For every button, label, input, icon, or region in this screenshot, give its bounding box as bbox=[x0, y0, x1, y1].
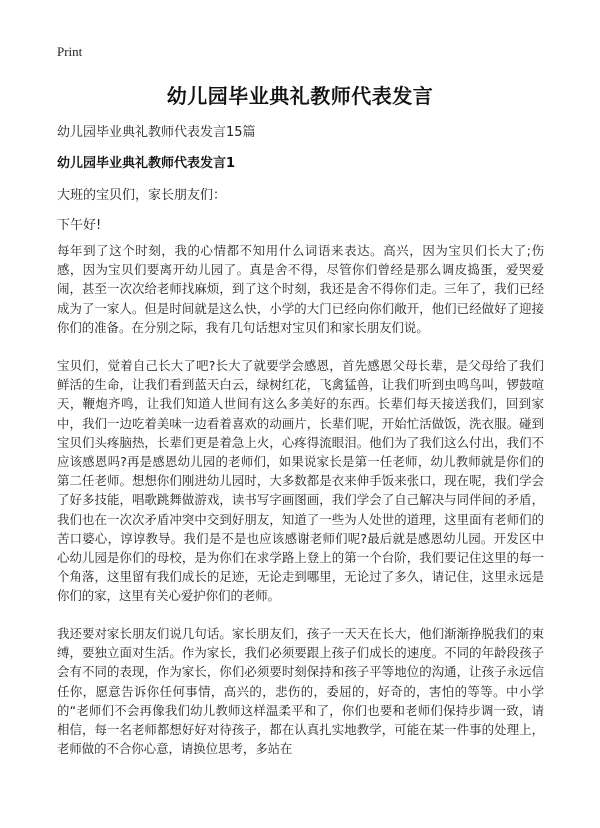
page-title: 幼儿园毕业典礼教师代表发言 bbox=[166, 84, 434, 108]
body-paragraph: 每年到了这个时刻，我的心情都不知用什么词语来表达。高兴，因为宝贝们长大了;伤感，因为宝贝们要离开幼儿园了。真是舍不得，尽管你们曾经是那么调皮捣蛋，爱哭爱闹，甚至一次次给老师找麻烦，到了这个时刻，我还是舍不得你们走。三年了，我们已经成为了一家人。但是时间就是这么快，小学的大门已经向你们敞开，他们已经做好了迎接你们的准备。在分别之际，我有几句话想对宝贝们和家长朋友们说。 bbox=[57, 243, 544, 335]
greeting-line: 下午好! bbox=[57, 218, 102, 233]
body-paragraph: 宝贝们，觉着自己长大了吧?长大了就要学会感恩，首先感恩父母长辈，是父母给了我们鲜活的生命，让我们看到蓝天白云，绿树红花，飞禽猛兽，让我们听到虫鸣鸟叫，锣鼓喧天，鞭炮齐鸣，让我们知道人世间有这么多美好的东西。长辈们每天接送我们，回到家中，我们一边吃着美味一边看着喜欢的动画片，长辈们呢，开始忙活做饭，洗衣服。碰到宝贝们头疼脑热，长辈们更是着急上火，心疼得流眼泪。他们为了我们这么付出，我们不应该感恩吗?再是感恩幼儿园的老师们，如果说家长是第一任老师，幼儿教师就是你们的第二任老师。想想你们刚进幼儿园时，大多数都是衣来伸手饭来张口，现在呢，我们学会了好多技能，唱歌跳舞做游戏，读书写字画图画，我们学会了自己解决与同伴间的矛盾，我们也在一次次矛盾冲突中交到好朋友，知道了一些为人处世的道理，这里面有老师们的苦口婆心，谆谆教导。我们是不是也应该感谢老师们呢?最后就是感恩幼儿园。开发区中心幼儿园是你们的母校，是为你们在求学路上登上的第一个台阶，我们要记住这里的每一个角落，这里留有我们成长的足迹，无论走到哪里，无论过了多久，请记住，这里永远是你们的家，这里有关心爱护你们的老师。 bbox=[57, 358, 544, 604]
section-heading: 幼儿园毕业典礼教师代表发言1 bbox=[57, 156, 236, 171]
body-paragraph: 我还要对家长朋友们说几句话。家长朋友们，孩子一天天在长大，他们渐渐挣脱我们的束缚，要独立面对生活。作为家长，我们必须要跟上孩子们成长的速度。不同的年龄段孩子会有不同的表现，作为家长，你们必须要时刻保持和孩子平等地位的沟通，让孩子永远信任你，愿意告诉你任何事情，高兴的，悲伤的，委屈的，好奇的，害怕的等等。中小学的“老师们不会再像我们幼儿教师这样温柔平和了，你们也要和老师们保持步调一致，请相信，每一名老师都想好好对待孩子，都在认真扎实地教学，可能在某一件事的处理上，老师做的不合你心意，请换位思考，多站在 bbox=[57, 626, 544, 757]
print-link[interactable]: Print bbox=[57, 44, 83, 59]
document-subtitle: 幼儿园毕业典礼教师代表发言15篇 bbox=[57, 125, 256, 140]
greeting-line: 大班的宝贝们，家长朋友们： bbox=[57, 188, 227, 203]
